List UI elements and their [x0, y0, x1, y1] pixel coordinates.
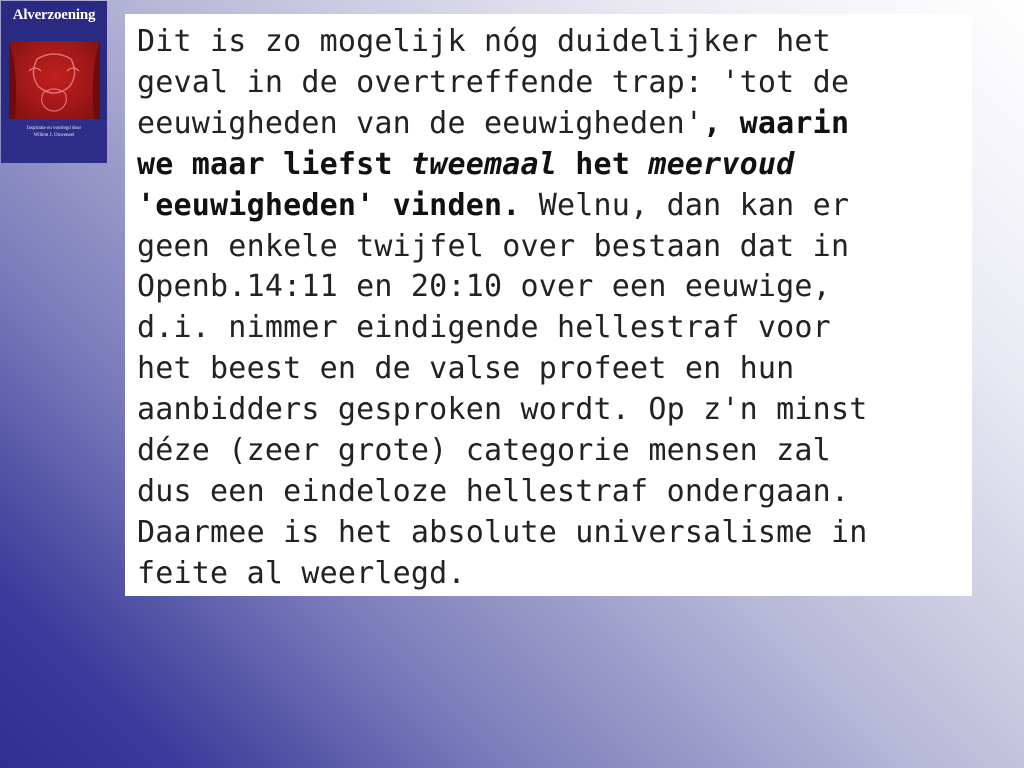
text-line: Openb.14:11 en 20:10 over een eeuwige,	[137, 269, 831, 305]
book-cover-caption	[5, 125, 103, 139]
text-line: feite al weerlegd.	[137, 555, 466, 591]
text-line: Daarmee is het absolute universalisme in	[137, 514, 868, 550]
bold-text: 'eeuwigheden' vinden.	[137, 187, 521, 223]
text-line: Welnu, dan kan er	[520, 187, 850, 223]
bold-text: , waarin	[703, 105, 850, 141]
book-cover-caption-line1: Inspiratie en voorlegd door	[26, 126, 82, 131]
text-line: het beest en de valse profeet en hun	[137, 351, 795, 387]
text-line: Dit is zo mogelijk nóg duidelijker het	[137, 24, 831, 59]
book-cover-caption-line2: Willem J. Ouweneel	[33, 133, 75, 138]
body-text	[137, 22, 972, 595]
text-panel	[125, 14, 972, 596]
text-line: aanbidders gesproken wordt. Op z'n minst	[137, 392, 868, 428]
book-cover-artwork	[9, 41, 100, 119]
bold-text: we maar liefst tweemaal het meervoud	[137, 146, 795, 182]
text-line: geen enkele twijfel over bestaan dat in	[137, 228, 850, 264]
text-line: dus een eindeloze hellestraf ondergaan.	[137, 473, 850, 509]
text-line: déze (zeer grote) categorie mensen zal	[137, 433, 831, 469]
emphasis-text: meervoud	[648, 146, 795, 182]
text-line: d.i. nimmer eindigende hellestraf voor	[137, 310, 831, 346]
emphasis-text: tweemaal	[410, 146, 558, 182]
book-cover-image	[1, 1, 107, 163]
text-line: eeuwigheden van de eeuwigheden'	[137, 105, 704, 141]
book-cover-title: Alverzoening	[12, 7, 96, 23]
text-line: geval in de overtreffende trap: 'tot de	[137, 64, 850, 100]
